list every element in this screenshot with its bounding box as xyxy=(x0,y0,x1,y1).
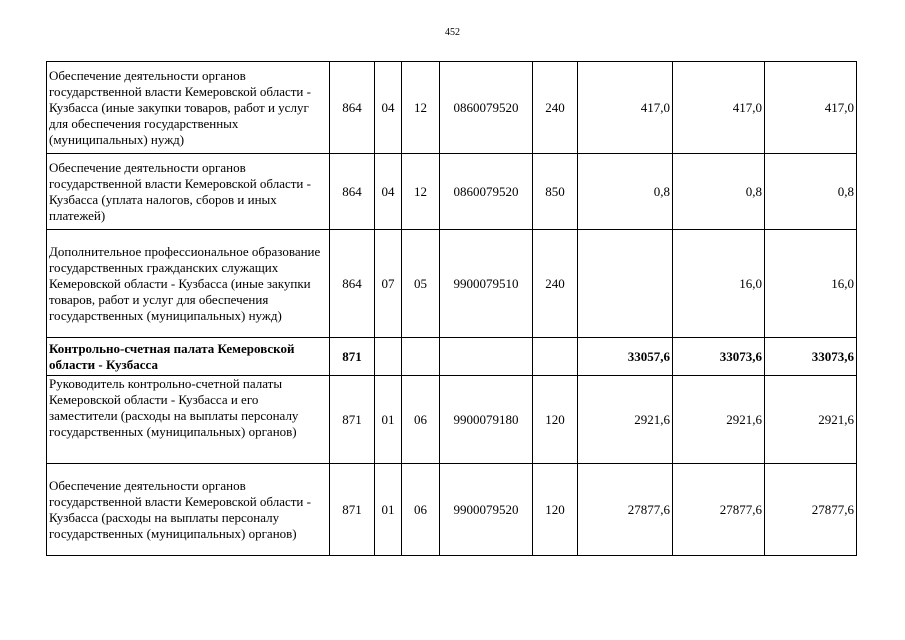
row-value-2: 16,0 xyxy=(673,230,765,338)
row-value-3: 417,0 xyxy=(765,62,857,154)
row-value-3: 33073,6 xyxy=(765,338,857,376)
row-section: 07 xyxy=(375,230,402,338)
row-value-1: 2921,6 xyxy=(578,376,673,464)
row-expense-type: 120 xyxy=(533,464,578,556)
row-value-1: 27877,6 xyxy=(578,464,673,556)
row-department-code: 871 xyxy=(330,376,375,464)
row-name: Руководитель контрольно-счетной палаты Кемеровской области - Кузбасса и его заместители (расходы на выплаты персоналу государственных (муниципальных) органов) xyxy=(47,376,330,464)
table-row xyxy=(47,154,857,230)
table-row xyxy=(47,376,857,464)
row-target-code: 9900079520 xyxy=(440,464,533,556)
row-value-3: 0,8 xyxy=(765,154,857,230)
row-department-code: 871 xyxy=(330,338,375,376)
row-subsection: 06 xyxy=(402,464,440,556)
row-value-2: 33073,6 xyxy=(673,338,765,376)
row-department-code: 864 xyxy=(330,230,375,338)
row-subsection: 12 xyxy=(402,62,440,154)
row-subsection: 06 xyxy=(402,376,440,464)
row-expense-type: 240 xyxy=(533,62,578,154)
table-row xyxy=(47,464,857,556)
page-number: 452 xyxy=(445,27,460,38)
row-value-3: 16,0 xyxy=(765,230,857,338)
row-subsection: 12 xyxy=(402,154,440,230)
row-section: 01 xyxy=(375,464,402,556)
row-subsection xyxy=(402,338,440,376)
row-value-2: 0,8 xyxy=(673,154,765,230)
row-name: Дополнительное профессиональное образование государственных гражданских служащих Кемеровской области - Кузбасса (иные закупки товаров, работ и услуг для обеспечения государственных (муниципальных) нужд) xyxy=(47,230,330,338)
row-name: Обеспечение деятельности органов государственной власти Кемеровской области - Кузбасса (иные закупки товаров, работ и услуг для обеспечения государственных (муниципальных) нужд) xyxy=(47,62,330,154)
row-target-code: 9900079180 xyxy=(440,376,533,464)
row-section xyxy=(375,338,402,376)
row-value-3: 2921,6 xyxy=(765,376,857,464)
row-department-code: 864 xyxy=(330,154,375,230)
row-target-code: 9900079510 xyxy=(440,230,533,338)
budget-table xyxy=(46,61,857,556)
row-department-code: 871 xyxy=(330,464,375,556)
row-expense-type: 240 xyxy=(533,230,578,338)
table-row xyxy=(47,62,857,154)
row-subsection: 05 xyxy=(402,230,440,338)
row-target-code: 0860079520 xyxy=(440,154,533,230)
row-value-1 xyxy=(578,230,673,338)
row-value-2: 27877,6 xyxy=(673,464,765,556)
row-expense-type xyxy=(533,338,578,376)
row-expense-type: 850 xyxy=(533,154,578,230)
row-name: Обеспечение деятельности органов государственной власти Кемеровской области - Кузбасса (уплата налогов, сборов и иных платежей) xyxy=(47,154,330,230)
row-value-1: 0,8 xyxy=(578,154,673,230)
row-name: Контрольно-счетная палата Кемеровской области - Кузбасса xyxy=(47,338,330,376)
row-target-code xyxy=(440,338,533,376)
row-value-1: 417,0 xyxy=(578,62,673,154)
row-value-2: 417,0 xyxy=(673,62,765,154)
table-row xyxy=(47,230,857,338)
row-value-1: 33057,6 xyxy=(578,338,673,376)
row-expense-type: 120 xyxy=(533,376,578,464)
table-row-group-header xyxy=(47,338,857,376)
row-section: 01 xyxy=(375,376,402,464)
row-department-code: 864 xyxy=(330,62,375,154)
row-section: 04 xyxy=(375,62,402,154)
row-value-3: 27877,6 xyxy=(765,464,857,556)
row-value-2: 2921,6 xyxy=(673,376,765,464)
row-section: 04 xyxy=(375,154,402,230)
row-name: Обеспечение деятельности органов государственной власти Кемеровской области - Кузбасса (расходы на выплаты персоналу государственных (муниципальных) органов) xyxy=(47,464,330,556)
row-target-code: 0860079520 xyxy=(440,62,533,154)
